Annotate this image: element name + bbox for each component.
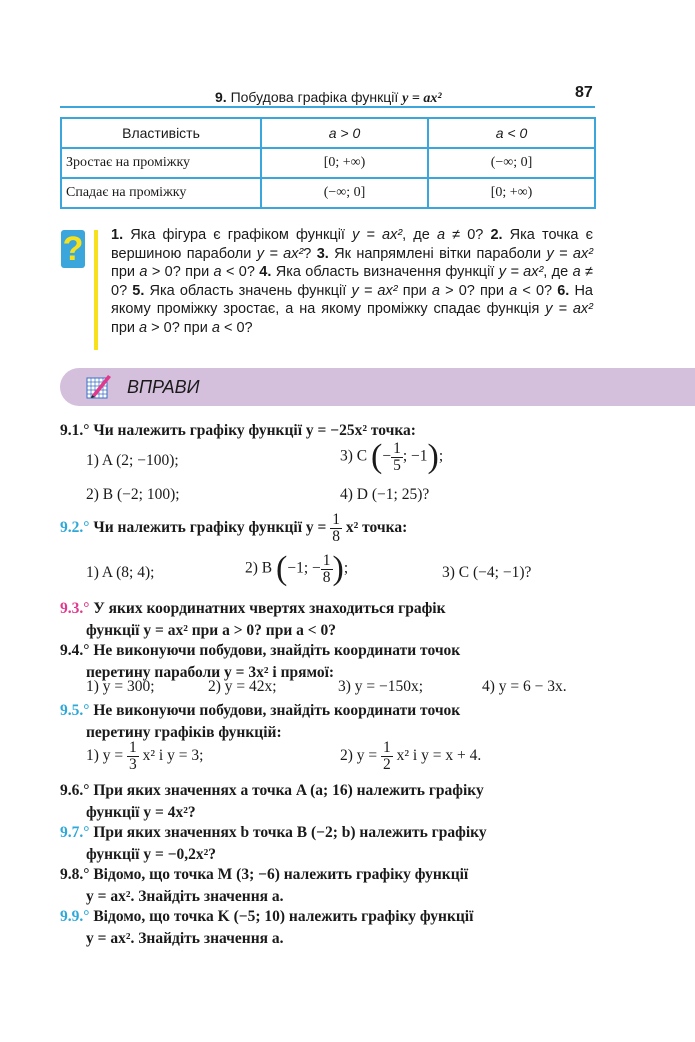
exercise-9-9 xyxy=(60,906,600,950)
answer-label: 1) y = xyxy=(86,747,124,765)
table-row xyxy=(61,178,595,208)
exercise-text: Не виконуючи побудови, знайдіть координати точок xyxy=(93,642,461,659)
pencil-grid-icon xyxy=(86,373,112,399)
review-questions: 1. Яка фігура є графіком функції y = ax², де a ≠ 0? 2. Яка точка є вершиною параболи y = ax²? 3. Як напрямлені вітки параболи y = ax² при a > 0? при a < 0? 4. Яка область визначення функції y = ax², де a ≠ 0? 5. Яка область значень функції y = ax² при a > 0? при a < 0? 6. На якому проміжку зростає, а на якому проміжку спадає функція y = ax² при a > 0? при a < 0? xyxy=(111,227,594,336)
answer-tail: x² і y = x + 4. xyxy=(396,747,482,765)
table-row xyxy=(61,148,595,178)
answer-mid: −1; − xyxy=(287,559,321,577)
answer-option: 2) y = 42x; xyxy=(208,678,277,695)
section-formula: y = ax² xyxy=(402,91,442,106)
answer-option xyxy=(86,740,203,773)
answer-option: 3) C (−4; −1)? xyxy=(442,564,532,581)
header-divider xyxy=(60,106,595,108)
exercise-9-6 xyxy=(60,780,600,824)
question-mark-icon: ? xyxy=(62,230,84,268)
table-header-row xyxy=(61,118,595,148)
fraction: $\frac{1}{8}$ xyxy=(332,510,340,545)
answer-option: 1) y = 300; xyxy=(86,678,155,695)
section-title: Побудова графіка функції xyxy=(230,89,399,105)
exercise-number: 9.2.° xyxy=(60,519,90,536)
table-cell: (−∞; 0] xyxy=(428,148,595,178)
fraction: $\frac{1}{5}$ xyxy=(393,439,401,474)
answer-option: 3) y = −150x; xyxy=(338,678,424,695)
section-number: 9. xyxy=(215,89,227,105)
exercise-number: 9.5.° xyxy=(60,702,90,719)
table-cell: Спадає на проміжку xyxy=(61,178,261,208)
exercise-number: 9.9.° xyxy=(60,908,90,925)
answer-label: 2) y = xyxy=(340,747,378,765)
exercise-9-1 xyxy=(60,420,600,442)
table-header-cell: Властивість xyxy=(61,118,261,148)
exercise-number: 9.8.° xyxy=(60,866,90,883)
answer-tail: x² і y = 3; xyxy=(142,747,204,765)
exercises-heading: ВПРАВИ xyxy=(127,377,200,397)
exercise-9-5 xyxy=(60,700,600,744)
exercise-text: У яких координатних чвертях знаходиться графік xyxy=(93,600,446,617)
exercise-text: перетину графіків функцій: xyxy=(86,724,282,741)
exercise-text: x² точка: xyxy=(345,519,408,536)
exercise-number: 9.7.° xyxy=(60,824,90,841)
answer-option: 2) B (−2; 100); xyxy=(86,486,180,503)
section-header xyxy=(215,89,442,107)
answer-label: 2) B xyxy=(245,559,273,577)
exercise-number: 9.4.° xyxy=(60,642,90,659)
fraction: $\frac{1}{8}$ xyxy=(322,551,331,586)
exercise-9-7 xyxy=(60,822,600,866)
exercise-text: При яких значеннях b точка B (−2; b) належить графіку xyxy=(93,824,487,841)
exercise-text: y = ax². Знайдіть значення a. xyxy=(86,888,284,905)
exercise-text: При яких значеннях a точка A (a; 16) належить графіку xyxy=(93,782,484,799)
exercise-number: 9.3.° xyxy=(60,600,90,617)
exercise-text: перетину параболи y = 3x² і прямої: xyxy=(86,664,335,681)
exercise-text: функції y = 4x²? xyxy=(86,804,196,821)
table-cell: [0; +∞) xyxy=(261,148,428,178)
table-cell: [0; +∞) xyxy=(428,178,595,208)
answer-option: 1) A (2; −100); xyxy=(86,452,179,469)
answer-option: 2) B (−1; − $\frac{1}{8}$ ); xyxy=(245,550,349,587)
answer-option: 3) C (− $\frac{1}{5}$ ; −1); xyxy=(340,438,444,475)
answer-option: 4) D (−1; 25)? xyxy=(340,486,430,503)
table-header-cell: a < 0 xyxy=(428,118,595,148)
properties-table xyxy=(60,117,596,209)
exercise-number: 9.6.° xyxy=(60,782,90,799)
page-number: 87 xyxy=(575,84,593,101)
exercise-text: Чи належить графіку функції y = xyxy=(93,519,327,536)
table-header-cell: a > 0 xyxy=(261,118,428,148)
exercise-9-3 xyxy=(60,598,600,642)
exercise-9-8 xyxy=(60,864,600,908)
exercise-9-2 xyxy=(60,510,600,546)
table-cell: Зростає на проміжку xyxy=(61,148,261,178)
question-bar xyxy=(94,230,98,350)
exercise-text: Відомо, що точка M (3; −6) належить графіку функції xyxy=(93,866,469,883)
exercise-text: функції y = −0,2x²? xyxy=(86,846,217,863)
answer-option: 1) A (8; 4); xyxy=(86,564,155,581)
exercise-text: Не виконуючи побудови, знайдіть координати точок xyxy=(93,702,461,719)
answer-option xyxy=(340,740,481,773)
answer-option: 4) y = 6 − 3x. xyxy=(482,678,567,695)
exercise-text: y = ax². Знайдіть значення a. xyxy=(86,930,284,947)
answer-label: 3) C xyxy=(340,447,368,465)
exercise-text: Чи належить графіку функції y = −25x² точка: xyxy=(93,422,416,439)
answer-tail: ; −1 xyxy=(402,447,428,465)
exercise-text: функції y = ax² при a > 0? при a < 0? xyxy=(86,622,336,639)
fraction: $\frac{1}{3}$ xyxy=(129,739,137,773)
exercise-number: 9.1.° xyxy=(60,422,90,439)
fraction: $\frac{1}{2}$ xyxy=(383,739,391,773)
table-cell: (−∞; 0] xyxy=(261,178,428,208)
exercise-text: Відомо, що точка K (−5; 10) належить графіку функції xyxy=(93,908,474,925)
